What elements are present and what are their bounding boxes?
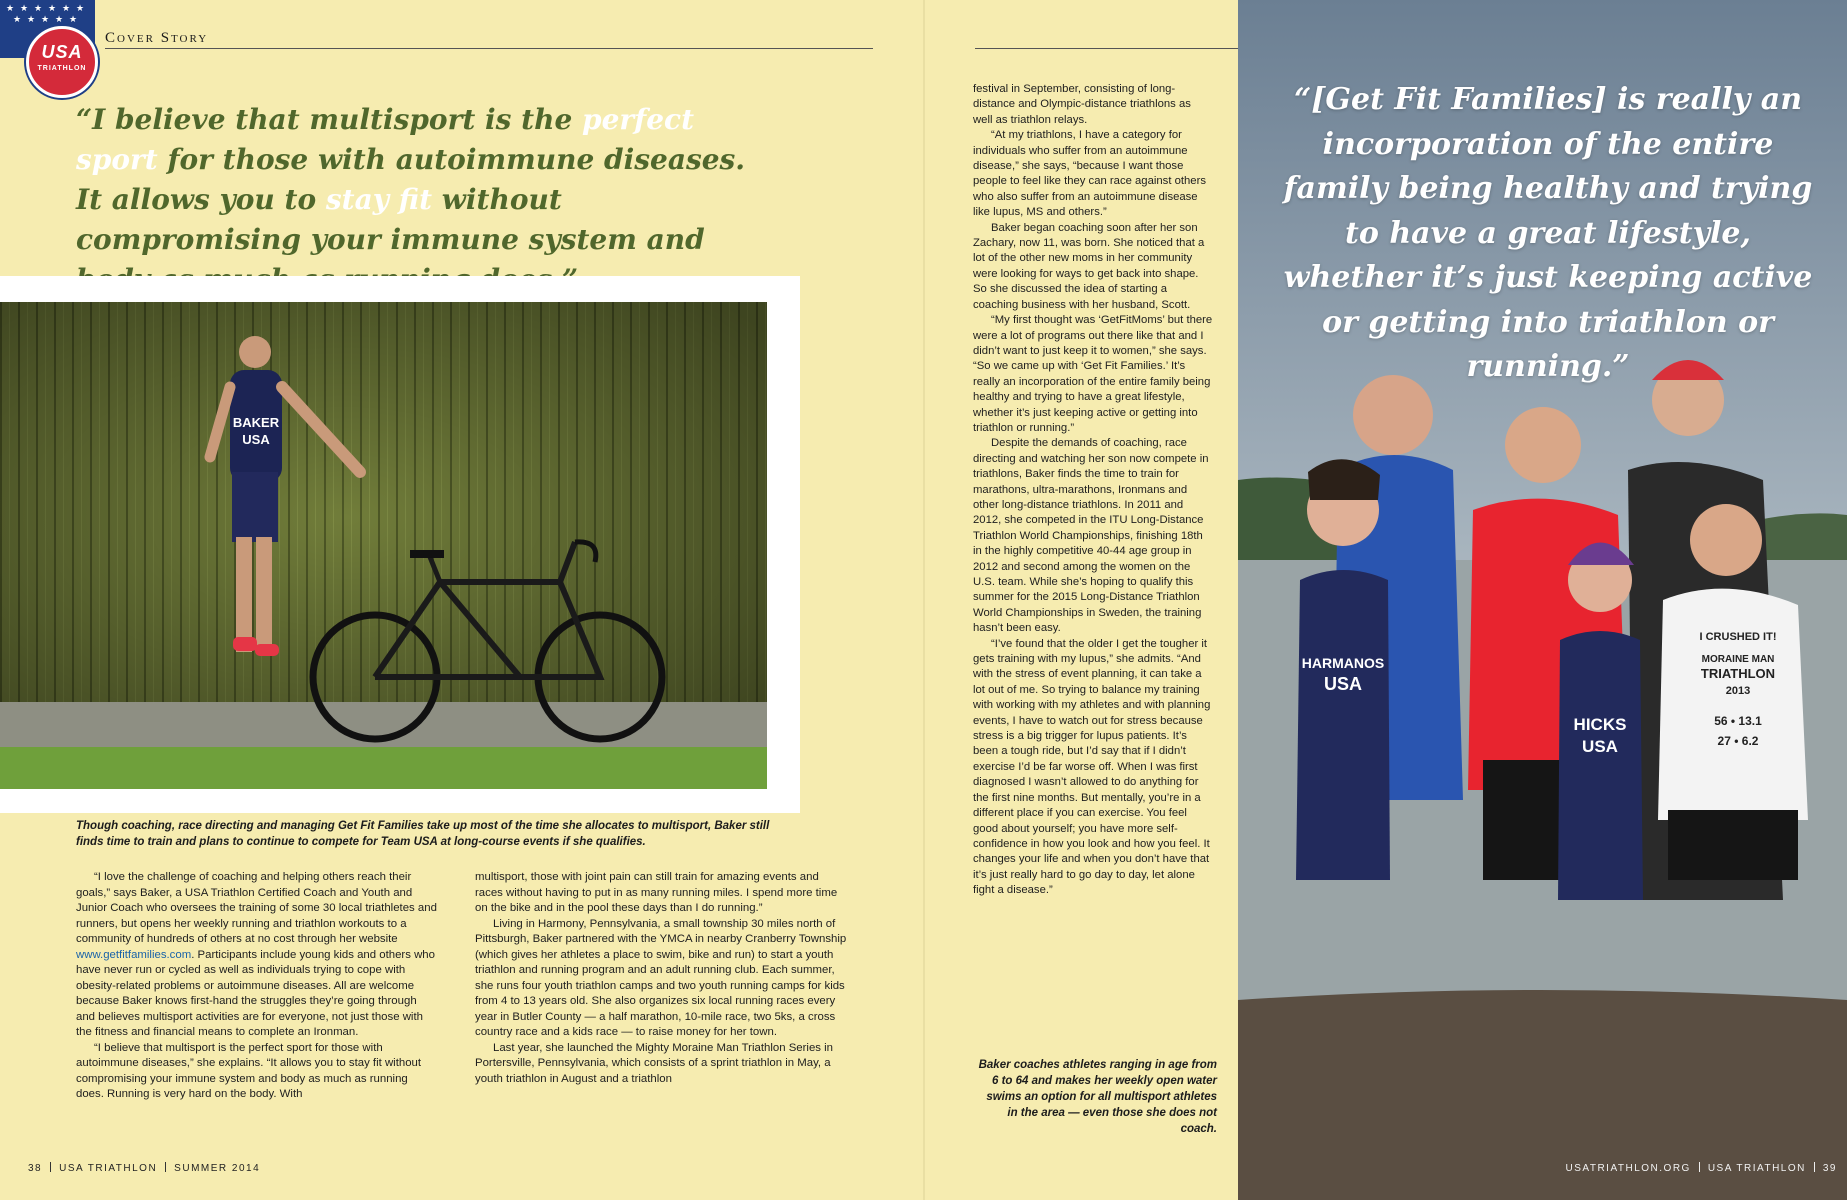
tshirt-text-3: TRIATHLON xyxy=(1700,666,1776,681)
boy-jersey-name: HARMANOS xyxy=(1301,655,1385,671)
athlete-jersey-country: USA xyxy=(242,432,270,447)
folio-left xyxy=(28,1162,260,1174)
logo-subtext: TRIATHLON xyxy=(37,65,87,72)
article-column-3 xyxy=(973,82,1213,899)
paragraph: multisport, those with joint pain can still train for amazing events and races without having to put in as many running miles. I spend more time on the bike and in the pool these days than I do running.” xyxy=(475,871,838,914)
paragraph: Baker began coaching soon after her son Zachary, now 11, was born. She noticed that a lot of the other new moms in her community were looking for ways to get back into shape. So she discussed the idea of starting a coaching business with her husband, Scott. xyxy=(973,221,1205,311)
magazine-name: USA TRIATHLON xyxy=(1707,1163,1806,1174)
paragraph xyxy=(76,870,438,1041)
tshirt-text-2: MORAINE MAN xyxy=(1701,654,1775,665)
website: USATRIATHLON.ORG xyxy=(1565,1163,1691,1174)
pull-quote-text: for those with autoimmune diseases. It allows you to xyxy=(76,143,746,216)
article-column-2 xyxy=(475,870,849,1087)
boy-jersey-country: USA xyxy=(1323,674,1363,694)
folio-right xyxy=(1566,1162,1837,1174)
paragraph: festival in September, consisting of long-distance and Olympic-distance triathlons as well as triathlon relays. xyxy=(973,83,1191,126)
page-number: 39 xyxy=(1822,1163,1837,1174)
paragraph: “I’ve found that the older I get the tougher it gets training with my lupus,” she admits. “And with the stress of event planning, it can take a lot out of me. So trying to balance my training with working with my athletes and with planning events, I have to watch out for stress because stress is a big trigger for lupus patients. It’s been a tough ride, but I’d say that if I didn’t exercise I’d be far worse off. When I was first diagnosed I wasn’t allowed to do anything for the first nine months. But mentally, you’re in a different place if you can exercise. You feel good about yourself; you have more self-confidence in how you look and how you feel. It changes your life and when you don’t have that it’s just really hard to go day to day, let alone fight a disease.” xyxy=(973,637,1211,897)
paragraph: Living in Harmony, Pennsylvania, a small township 30 miles north of Pittsburgh, Baker partnered with the YMCA in nearby Cranberry Township (which gives her athletes a place to swim, bike and run) to start a youth triathlon and running program and an adult running club. Each summer, she runs four youth triathlon camps and two youth running camps for kids from 4 to 13 years old. She also organizes six local running races every year in Butler County — a half marathon, 10-mile race, two 5ks, a cross country race and a kids race — to raise money for her town. xyxy=(475,917,847,1038)
pull-quote-highlight: stay fit xyxy=(325,183,433,216)
pull-quote-left xyxy=(76,100,766,300)
pull-quote-text: “I believe that multisport is the xyxy=(76,103,583,136)
tshirt-text-4: 2013 xyxy=(1725,685,1751,697)
header-rule xyxy=(105,48,873,49)
page-number: 38 xyxy=(28,1163,43,1174)
girl-jersey-name: HICKS xyxy=(1573,715,1627,734)
paragraph: Last year, she launched the Mighty Moraine Man Triathlon Series in Portersville, Pennsylvania, which consists of a sprint triathlon in May, a youth triathlon in August and a triathlon xyxy=(475,1041,834,1085)
tshirt-text-6: 27 • 6.2 xyxy=(1717,734,1759,748)
athlete-jersey-name: BAKER xyxy=(232,415,280,430)
girl-jersey-country: USA xyxy=(1582,737,1618,756)
photo-caption-right: Baker coaches athletes ranging in age from 6 to 64 and makes her weekly open water swims an option for all multisport athletes in the area — even those she does not coach. xyxy=(978,1059,1217,1135)
article-column-1 xyxy=(76,870,438,1103)
pull-quote-highlight: perfect sport xyxy=(76,103,695,176)
flag-corner-decoration: ★ ★ ★ ★ ★ ★ ★ ★ ★ ★ ★ xyxy=(0,0,95,58)
tshirt-text-1: I CRUSHED IT! xyxy=(1699,631,1777,643)
issue-date: SUMMER 2014 xyxy=(174,1163,261,1174)
paragraph: “My first thought was ‘GetFitMoms’ but there were a lot of programs out there like that and I didn’t want to just keep it to women,” she says. “So we came up with ‘Get Fit Families.’ It’s really an incorporation of the entire family being healthy and trying to have a great lifestyle, whether it’s just keeping active or getting into triathlon or running.” xyxy=(973,314,1213,434)
tshirt-text-5: 56 • 13.1 xyxy=(1714,714,1762,728)
paragraph-text: . Participants include young kids and others who have never run or cycled as well as individuals trying to cope with obesity-related problems or autoimmune diseases. All are welcome because Baker knows first-hand the struggles they’re going through and believes multisport activities are for everyone, not just those with the fitness and financial means to complete an Ironman. xyxy=(76,948,435,1038)
magazine-name: USA TRIATHLON xyxy=(59,1163,158,1174)
paragraph: “I believe that multisport is the perfect sport for those with autoimmune diseases,” she explains. “It allows you to stay fit without compromising your immune system and body as much as running does. Running is very hard on the body. With xyxy=(76,1041,422,1100)
website-link[interactable]: www.getfitfamilies.com xyxy=(76,948,192,961)
paragraph: “At my triathlons, I have a category for individuals who suffer from an autoimmune disease,” she says, “because I want those people to feel like they can race against others who also suffer from an autoimmune disease like lupus, MS and others.” xyxy=(973,129,1206,219)
pull-quote-right: “[Get Fit Families] is really an incorporation of the entire family being healthy and trying to have a great lifestyle, whether it’s just keeping active or getting into triathlon or running.” xyxy=(1283,82,1813,384)
header-rule xyxy=(975,48,1238,49)
pull-quote-text: without compromising your immune system and xyxy=(76,183,705,256)
logo-text: USA xyxy=(41,42,83,62)
section-label: Cover Story xyxy=(105,30,209,46)
paragraph: Despite the demands of coaching, race directing and watching her son now compete in triathlons, Baker finds the time to train for marathons, ultra-marathons, Ironmans and other long-distance triathlons. In 2011 and 2012, she competed in the ITU Long-Distance Triathlon World Championships, finishing 18th in the highly competitive 40-44 age group in 2012 and second among the women on the U.S. team. While she’s hoping to qualify this summer for the 2015 Long-Distance Triathlon World Championships in Sweden, the training hasn’t been easy. xyxy=(973,437,1209,635)
athlete-with-bike-photo xyxy=(0,302,767,789)
paragraph-text: “I love the challenge of coaching and helping others reach their goals,” says Baker, a USA Triathlon Certified Coach and Youth and Junior Coach who oversees the training of some 30 local triathletes and runners, but opens her weekly running and triathlon workouts to a community of hundreds of others at no cost through her website xyxy=(76,871,437,945)
photo-caption-left: Though coaching, race directing and managing Get Fit Families take up most of the time she allocates to multisport, Baker still finds time to train and plans to continue to compete for Team USA at long-course events if she qualifies. xyxy=(76,820,770,848)
usa-triathlon-logo xyxy=(26,26,98,98)
